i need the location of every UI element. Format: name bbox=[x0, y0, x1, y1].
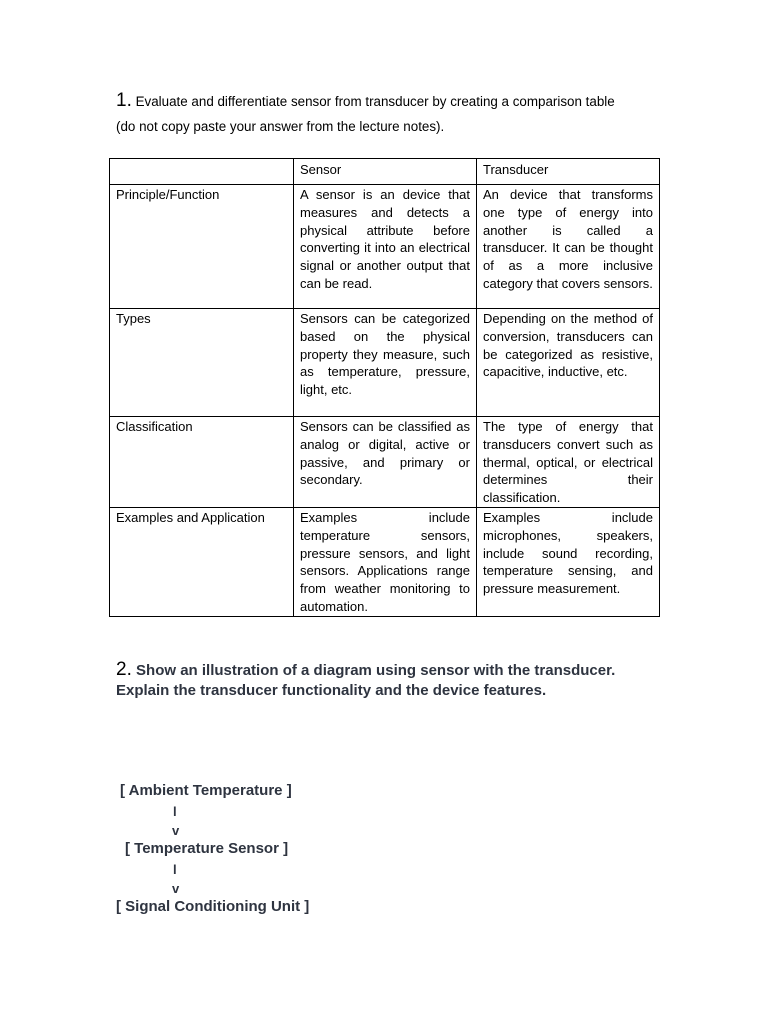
diagram-connector-1: l bbox=[173, 804, 177, 819]
question-1-number: 1. bbox=[116, 90, 132, 111]
sensor-cell: A sensor is an device that measures and detects a physical attribute before converting it into an electrical signal or another output that can be read. bbox=[294, 185, 477, 309]
header-sensor: Sensor bbox=[294, 159, 477, 185]
question-2-text: Show an illustration of a diagram using sensor with the transducer. Explain the transducer functionality and the device features. bbox=[116, 662, 616, 699]
transducer-cell: Examples include microphones, speakers, include sound recording, temperature sensing, and pressure measurement. bbox=[477, 507, 660, 616]
table-row bbox=[110, 507, 660, 616]
diagram-arrow-1: v bbox=[172, 823, 180, 838]
diagram-node-signal-conditioning-unit: [ Signal Conditioning Unit ] bbox=[116, 898, 310, 915]
sensor-cell: Examples include temperature sensors, pressure sensors, and light sensors. Applications range from weather monitoring to automation. bbox=[294, 507, 477, 616]
comparison-table bbox=[109, 158, 660, 617]
transducer-cell: An device that transforms one type of energy into another is called a transducer. It can be thought of as a more inclusive category that covers sensors. bbox=[477, 185, 660, 309]
table-row bbox=[110, 185, 660, 309]
table-row bbox=[110, 417, 660, 508]
table-row bbox=[110, 309, 660, 417]
question-1 bbox=[116, 88, 676, 139]
row-label: Examples and Application bbox=[110, 507, 294, 616]
diagram-connector-2: l bbox=[173, 862, 177, 877]
diagram-node-temperature-sensor: [ Temperature Sensor ] bbox=[125, 840, 289, 857]
question-1-text-line2: (do not copy paste your answer from the lecture notes). bbox=[116, 119, 445, 134]
header-blank-cell bbox=[110, 159, 294, 185]
row-label: Principle/Function bbox=[110, 185, 294, 309]
transducer-cell: Depending on the method of conversion, transducers can be categorized as resistive, capacitive, inductive, etc. bbox=[477, 309, 660, 417]
sensor-cell: Sensors can be classified as analog or digital, active or passive, and primary or secondary. bbox=[294, 417, 477, 508]
question-2 bbox=[116, 660, 636, 701]
transducer-cell: The type of energy that transducers convert such as thermal, optical, or electrical determines their classification. bbox=[477, 417, 660, 508]
row-label: Types bbox=[110, 309, 294, 417]
row-label: Classification bbox=[110, 417, 294, 508]
sensor-cell: Sensors can be categorized based on the physical property they measure, such as temperature, pressure, light, etc. bbox=[294, 309, 477, 417]
diagram-arrow-2: v bbox=[172, 881, 180, 896]
header-transducer: Transducer bbox=[477, 159, 660, 185]
question-1-text-line1: Evaluate and differentiate sensor from transducer by creating a comparison table bbox=[135, 94, 615, 109]
table-header-row bbox=[110, 159, 660, 185]
question-2-number: 2. bbox=[116, 659, 132, 680]
diagram-node-ambient-temperature: [ Ambient Temperature ] bbox=[120, 782, 292, 799]
